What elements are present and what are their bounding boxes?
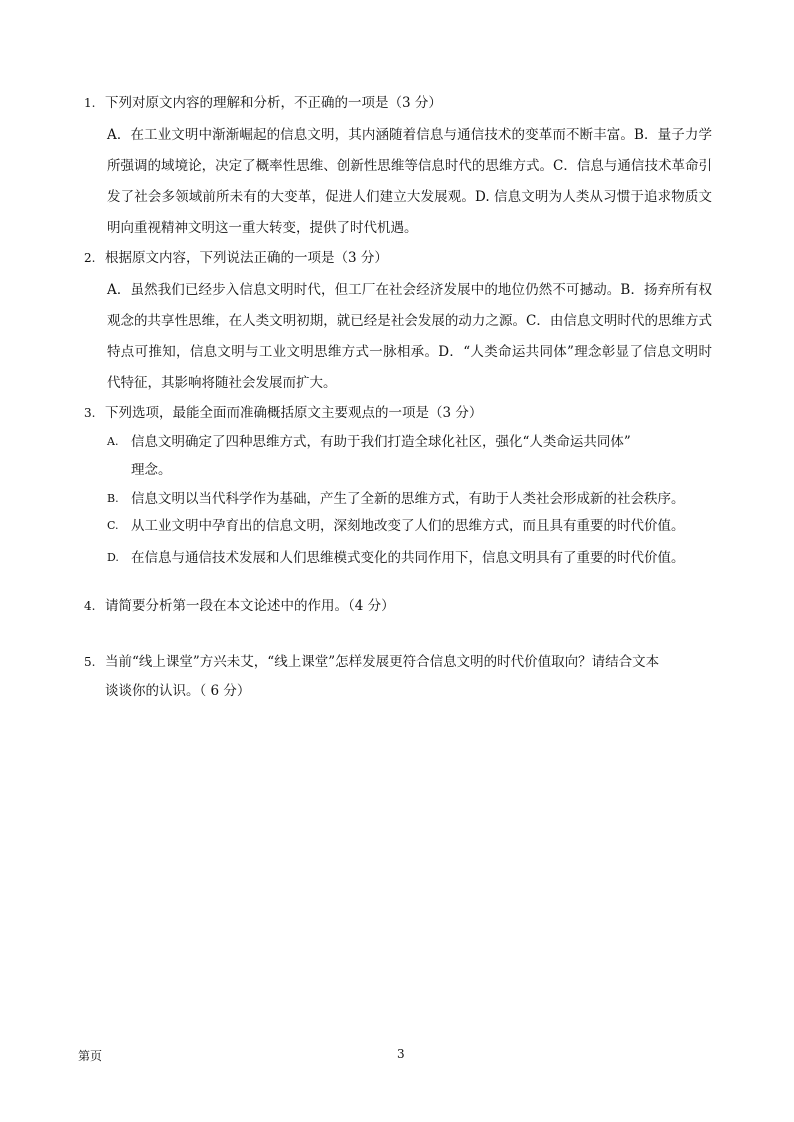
question-number: 4. (84, 599, 96, 613)
question-number: 1. (84, 96, 96, 110)
question-1-options: A．在工业文明中渐渐崛起的信息文明，其内涵随着信息与通信技术的变革而不断丰富。B．量子力学所强调的域境论，决定了概率性思维、创新性思维等信息时代的思维方式。C．信息与通信技术革命引发了社会多领域前所未有的大变革，促进人们建立大发展观。D. 信息文明为人类从习惯于追求物质文明向重视精神文明这一重大转变，提供了时代机遇。 (107, 127, 712, 236)
question-2-options: A．虽然我们已经步入信息文明时代，但工厂在社会经济发展中的地位仍然不可撼动。B．扬弃所有权观念的共享性思维，在人类文明初期，就已经是社会发展的动力之源。C．由信息文明时代的思维方式特点可推知，信息文明与工业文明思维方式一脉相承。D．“人类命运共同体”理念彰显了信息文明时代特征，其影响将随社会发展而扩大。 (107, 282, 712, 391)
question-stem: 根据原文内容，下列说法正确的一项是（3 分） (105, 250, 388, 266)
option-letter: B. (107, 492, 119, 505)
question-stem: 下列对原文内容的理解和分析，不正确的一项是（3 分） (105, 95, 442, 111)
option-text: 在信息与通信技术发展和人们思维模式变化的共同作用下，信息文明具有了重要的时代价值。 (131, 550, 685, 566)
option-text-continuation: 理念。 (131, 462, 172, 478)
question-stem-continuation: 谈谈你的认识。（ 6 分） (105, 683, 251, 699)
footer-page-label: 第页 (78, 1049, 103, 1063)
footer-page-number: 3 (397, 1047, 405, 1061)
question-number: 5. (84, 655, 96, 669)
question-number: 2. (84, 251, 96, 265)
question-stem: 请简要分析第一段在本文论述中的作用。（4 分） (105, 598, 395, 614)
option-text: 信息文明确定了四种思维方式，有助于我们打造全球化社区，强化“人类命运共同体” (131, 434, 631, 450)
question-stem: 下列选项，最能全面而准确概括原文主要观点的一项是（3 分） (105, 405, 483, 421)
option-letter: A. (107, 435, 119, 448)
question-number: 3. (84, 406, 96, 420)
option-letter: D. (107, 551, 119, 564)
option-text: 从工业文明中孕育出的信息文明，深刻地改变了人们的思维方式，而且具有重要的时代价值。 (131, 518, 685, 534)
option-text: 信息文明以当代科学作为基础，产生了全新的思维方式，有助于人类社会形成新的社会秩序。 (131, 491, 685, 507)
question-stem: 当前“线上课堂”方兴未艾，“线上课堂”怎样发展更符合信息文明的时代价值取向？请结合文本 (105, 654, 660, 670)
option-letter: C. (107, 519, 119, 532)
